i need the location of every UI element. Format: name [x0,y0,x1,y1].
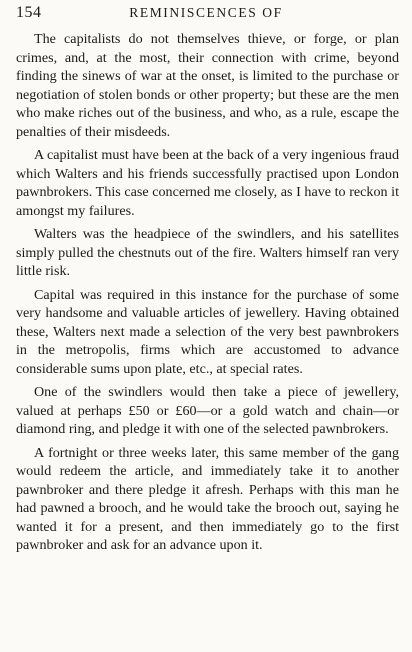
paragraph: The capitalists do not themselves thieve, or forge, or plan crimes, and, at the most, their connection with crime, beyond finding the sinews of war at the onset, is limited to the purchase or negotiation of stolen bonds or other property; but these are the men who make riches out of the business, and who, as a rule, escape the penalties of their misdeeds. [16,31,399,140]
running-title: REMINISCENCES OF [129,5,283,20]
paragraph: A capitalist must have been at the back of a very ingenious fraud which Walters and his friends successfully practised upon London pawnbrokers. This case concerned me closely, as I have to reckon it amongst my failures. [16,147,399,219]
body-text [16,30,399,555]
paragraph: A fortnight or three weeks later, this same member of the gang would redeem the article, and immediately take it to another pawnbroker and there pledge it afresh. Perhaps with this man he had pawned a brooch, and he would take the brooch out, saying he wanted it for a present, and then immediately go to the first pawnbroker and ask for an advance upon it. [16,444,399,553]
page-number: 154 [16,4,42,21]
paragraph: Walters was the headpiece of the swindlers, and his satellites simply pulled the chestnuts out of the fire. Walters himself ran very little risk. [16,226,399,279]
paragraph: Capital was required in this instance for the purchase of some very handsome and valuable articles of jewellery. Having obtained these, Walters next made a selection of the very best pawnbrokers in the metropolis, firms which are accustomed to advance considerable sums upon plate, etc., at special rates. [16,286,399,377]
paragraph: One of the swindlers would then take a piece of jewellery, valued at perhaps £50 or £60—or a gold watch and chain—or diamond ring, and pledge it with one of the selected pawnbrokers. [16,384,399,437]
